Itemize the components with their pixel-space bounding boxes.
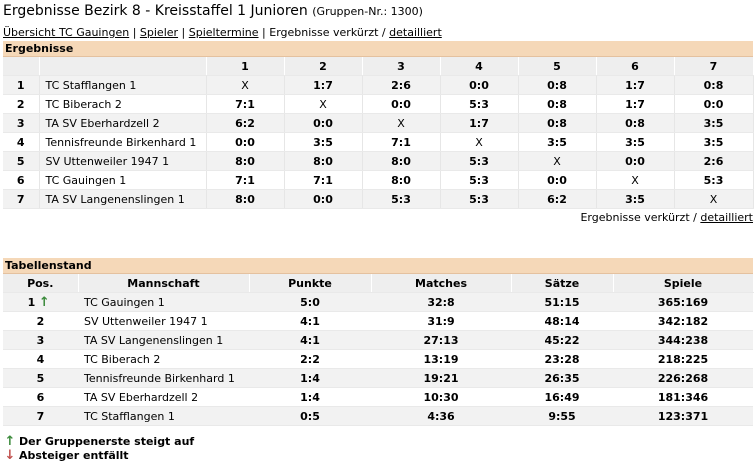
results-score-cell: 2:6 [674, 152, 753, 171]
standings-pos: 6 [36, 390, 45, 404]
standings-row [3, 293, 753, 312]
results-score-cell: 0:8 [518, 76, 596, 95]
standings-pos-cell [3, 369, 78, 388]
results-pos: 2 [3, 95, 39, 114]
results-row [3, 133, 753, 152]
standings-points: 1:4 [249, 369, 371, 388]
top-nav [3, 25, 753, 41]
standings-pos-cell [3, 293, 78, 312]
standings-matches: 10:30 [371, 388, 511, 407]
standings-points: 0:5 [249, 407, 371, 426]
standings-table [3, 274, 754, 426]
results-header-col: 2 [284, 57, 362, 76]
results-score-cell: 0:8 [518, 114, 596, 133]
results-score-cell: 3:5 [674, 133, 753, 152]
results-header-col: 6 [596, 57, 674, 76]
standings-sets: 45:22 [511, 331, 613, 350]
legend [3, 435, 753, 463]
results-team-name: SV Uttenweiler 1947 1 [39, 152, 206, 171]
results-score-cell: 0:0 [206, 133, 284, 152]
standings-header-sets: Sätze [511, 274, 613, 293]
results-score-cell: 3:5 [284, 133, 362, 152]
page-title-text: Ergebnisse Bezirk 8 - Kreisstaffel 1 Junioren [3, 3, 308, 19]
results-score-cell: 8:0 [206, 152, 284, 171]
results-section-title: Ergebnisse [3, 41, 753, 57]
standings-team-name: Tennisfreunde Birkenhard 1 [78, 369, 249, 388]
results-header-col: 4 [440, 57, 518, 76]
results-score-cell: 5:3 [440, 171, 518, 190]
results-header-pos [3, 57, 39, 76]
spacer [3, 226, 753, 258]
legend-up-text: Der Gruppenerste steigt auf [19, 435, 195, 448]
results-score-cell: 8:0 [206, 190, 284, 209]
standings-games: 344:238 [613, 331, 753, 350]
results-pos: 7 [3, 190, 39, 209]
standings-pos-cell [3, 407, 78, 426]
results-team-name: TC Gauingen 1 [39, 171, 206, 190]
standings-matches: 4:36 [371, 407, 511, 426]
standings-matches: 32:8 [371, 293, 511, 312]
standings-points: 4:1 [249, 312, 371, 331]
standings-games: 226:268 [613, 369, 753, 388]
results-score-cell: 0:0 [674, 95, 753, 114]
standings-games: 218:225 [613, 350, 753, 369]
standings-points: 5:0 [249, 293, 371, 312]
standings-games: 342:182 [613, 312, 753, 331]
results-score-cell: 1:7 [596, 95, 674, 114]
results-score-cell: 0:0 [596, 152, 674, 171]
results-score-cell: 5:3 [674, 171, 753, 190]
standings-header-pos: Pos. [3, 274, 78, 293]
results-team-name: Tennisfreunde Birkenhard 1 [39, 133, 206, 152]
standings-team-name: TC Stafflangen 1 [78, 407, 249, 426]
results-pos: 1 [3, 76, 39, 95]
legend-relegation [3, 449, 753, 463]
arrow-down-icon: ↓ [4, 448, 16, 463]
standings-body [3, 293, 753, 426]
standings-header-team: Mannschaft [78, 274, 249, 293]
results-score-cell: X [362, 114, 440, 133]
results-score-cell: X [596, 171, 674, 190]
results-score-cell: 7:1 [362, 133, 440, 152]
overview-link[interactable]: Übersicht TC Gauingen [3, 26, 130, 39]
results-row [3, 114, 753, 133]
arrow-up-icon: ↑ [4, 434, 16, 449]
legend-promotion [3, 435, 753, 449]
results-score-cell: 7:1 [206, 95, 284, 114]
results-score-cell: 8:0 [362, 152, 440, 171]
standings-sets: 51:15 [511, 293, 613, 312]
group-number: (Gruppen-Nr.: 1300) [312, 5, 423, 18]
standings-section-title: Tabellenstand [3, 258, 753, 274]
nav-separator: | [181, 26, 186, 39]
standings-matches: 19:21 [371, 369, 511, 388]
results-score-cell: 8:0 [362, 171, 440, 190]
results-score-cell: 0:0 [362, 95, 440, 114]
results-row [3, 95, 753, 114]
standings-row [3, 350, 753, 369]
results-row [3, 76, 753, 95]
results-detailed-link[interactable]: detailliert [700, 211, 753, 224]
standings-sets: 16:49 [511, 388, 613, 407]
nav-separator: | [132, 26, 137, 39]
results-score-cell: 3:5 [518, 133, 596, 152]
results-row [3, 152, 753, 171]
standings-points: 4:1 [249, 331, 371, 350]
schedule-link[interactable]: Spieltermine [188, 26, 259, 39]
results-short-label: Ergebnisse verkürzt / [580, 211, 697, 224]
standings-row [3, 312, 753, 331]
results-score-cell: X [440, 133, 518, 152]
standings-games: 365:169 [613, 293, 753, 312]
standings-team-name: TA SV Langenenslingen 1 [78, 331, 249, 350]
standings-pos: 2 [36, 314, 45, 328]
results-score-cell: X [674, 190, 753, 209]
standings-pos-cell [3, 388, 78, 407]
results-pos: 6 [3, 171, 39, 190]
standings-pos: 1 [27, 295, 36, 309]
nav-separator: | [262, 26, 266, 39]
results-score-cell: 3:5 [596, 133, 674, 152]
standings-row [3, 407, 753, 426]
results-footer-links [3, 210, 753, 226]
results-matrix [3, 57, 754, 209]
results-row [3, 190, 753, 209]
results-score-cell: 0:8 [518, 95, 596, 114]
short-results-label: Ergebnisse verkürzt / [269, 26, 386, 39]
results-header-col: 5 [518, 57, 596, 76]
standings-header-matches: Matches [371, 274, 511, 293]
results-score-cell: 5:3 [440, 152, 518, 171]
standings-games: 181:346 [613, 388, 753, 407]
results-score-cell: 1:7 [440, 114, 518, 133]
standings-pos-cell [3, 350, 78, 369]
results-team-name: TC Stafflangen 1 [39, 76, 206, 95]
standings-team-name: TC Biberach 2 [78, 350, 249, 369]
standings-matches: 13:19 [371, 350, 511, 369]
results-body [3, 76, 753, 209]
standings-pos-cell [3, 312, 78, 331]
results-score-cell: 7:1 [206, 171, 284, 190]
results-pos: 3 [3, 114, 39, 133]
standings-team-name: SV Uttenweiler 1947 1 [78, 312, 249, 331]
standings-sets: 9:55 [511, 407, 613, 426]
standings-games: 123:371 [613, 407, 753, 426]
standings-row [3, 369, 753, 388]
standings-pos: 4 [36, 352, 45, 366]
results-score-cell: 0:0 [440, 76, 518, 95]
standings-sets: 26:35 [511, 369, 613, 388]
standings-row [3, 388, 753, 407]
results-score-cell: 8:0 [284, 152, 362, 171]
results-team-name: TA SV Eberhardzell 2 [39, 114, 206, 133]
standings-pos: 5 [36, 371, 45, 385]
standings-matches: 27:13 [371, 331, 511, 350]
players-link[interactable]: Spieler [139, 26, 179, 39]
results-header-col: 1 [206, 57, 284, 76]
results-row [3, 171, 753, 190]
results-score-cell: 0:8 [674, 76, 753, 95]
standings-sets: 23:28 [511, 350, 613, 369]
results-score-cell: X [206, 76, 284, 95]
page-title [3, 2, 753, 24]
results-score-cell: 5:3 [362, 190, 440, 209]
standings-points: 2:2 [249, 350, 371, 369]
results-score-cell: 1:7 [596, 76, 674, 95]
results-score-cell: 2:6 [362, 76, 440, 95]
results-score-cell: X [518, 152, 596, 171]
standings-row [3, 331, 753, 350]
standings-header-points: Punkte [249, 274, 371, 293]
standings-team-name: TA SV Eberhardzell 2 [78, 388, 249, 407]
results-score-cell: 0:0 [518, 171, 596, 190]
standings-team-name: TC Gauingen 1 [78, 293, 249, 312]
results-pos: 5 [3, 152, 39, 171]
standings-pos: 3 [36, 333, 45, 347]
results-team-name: TA SV Langenenslingen 1 [39, 190, 206, 209]
results-score-cell: 0:0 [284, 190, 362, 209]
results-header-row [3, 57, 753, 76]
detailed-link[interactable]: detailliert [389, 26, 442, 39]
standings-pos: 7 [36, 409, 45, 423]
standings-header-row [3, 274, 753, 293]
results-score-cell: 3:5 [674, 114, 753, 133]
results-score-cell: 6:2 [206, 114, 284, 133]
results-score-cell: 5:3 [440, 190, 518, 209]
results-score-cell: 6:2 [518, 190, 596, 209]
promotion-arrow-icon: ↑ [38, 294, 50, 310]
results-score-cell: 1:7 [284, 76, 362, 95]
results-pos: 4 [3, 133, 39, 152]
standings-points: 1:4 [249, 388, 371, 407]
results-score-cell: 3:5 [596, 190, 674, 209]
legend-down-text: Absteiger entfällt [19, 449, 129, 462]
standings-pos-cell [3, 331, 78, 350]
results-score-cell: 0:0 [284, 114, 362, 133]
results-header-team [39, 57, 206, 76]
results-score-cell: 5:3 [440, 95, 518, 114]
results-score-cell: 0:8 [596, 114, 674, 133]
results-header-col: 3 [362, 57, 440, 76]
results-score-cell: X [284, 95, 362, 114]
results-header-col: 7 [674, 57, 753, 76]
standings-sets: 48:14 [511, 312, 613, 331]
results-score-cell: 7:1 [284, 171, 362, 190]
results-team-name: TC Biberach 2 [39, 95, 206, 114]
standings-header-games: Spiele [613, 274, 753, 293]
standings-matches: 31:9 [371, 312, 511, 331]
